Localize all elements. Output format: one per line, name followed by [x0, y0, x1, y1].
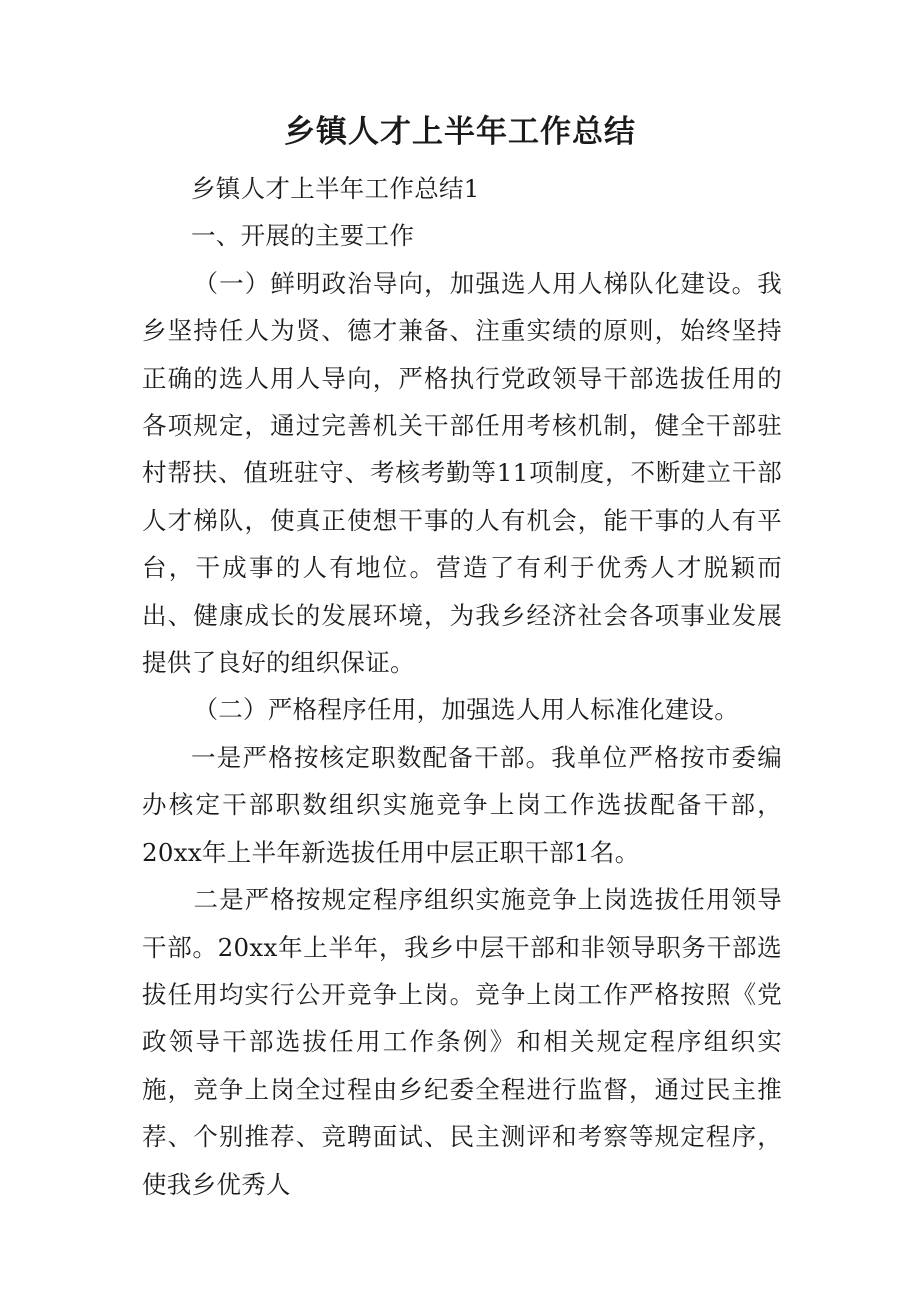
paragraph-section-heading: 一、开展的主要工作 [191, 221, 415, 251]
paragraph-item-2-heading: （二）严格程序任用，加强选人用人标准化建设。 [193, 695, 740, 725]
paragraph-point-2: 二是严格按规定程序组织实施竞争上岗选拔任用领导干部。20xx年上半年，我乡中层干部和非领导职务干部选拔任用均实行公开竞争上岗。竞争上岗工作严格按照《党政领导干部选拔任用工作条例》和相关规定程序组织实施，竞争上岗全过程由乡纪委全程进行监督，通过民主推荐、个别推荐、竞聘面试、民主测评和考察等规定程序，使我乡优秀人 [142, 885, 782, 1199]
paragraph-point-1: 一是严格按核定职数配备干部。我单位严格按市委编办核定干部职数组织实施竞争上岗工作选拔配备干部，20xx年上半年新选拔任用中层正职干部1名。 [142, 742, 782, 867]
paragraph-subtitle: 乡镇人才上半年工作总结1 [191, 174, 480, 203]
document-title: 乡镇人才上半年工作总结 [284, 114, 636, 150]
paragraph-item-1: （一）鲜明政治导向，加强选人用人梯队化建设。我乡坚持任人为贤、德才兼备、注重实绩的原则，始终坚持正确的选人用人导向，严格执行党政领导干部选拔任用的各项规定，通过完善机关干部任用考核机制，健全干部驻村帮扶、值班驻守、考核考勤等11项制度，不断建立干部人才梯队，使真正使想干事的人有机会，能干事的人有平台，干成事的人有地位。营造了有利于优秀人才脱颖而出、健康成长的发展环境，为我乡经济社会各项事业发展提供了良好的组织保证。 [142, 268, 782, 678]
document-body [142, 165, 782, 1208]
